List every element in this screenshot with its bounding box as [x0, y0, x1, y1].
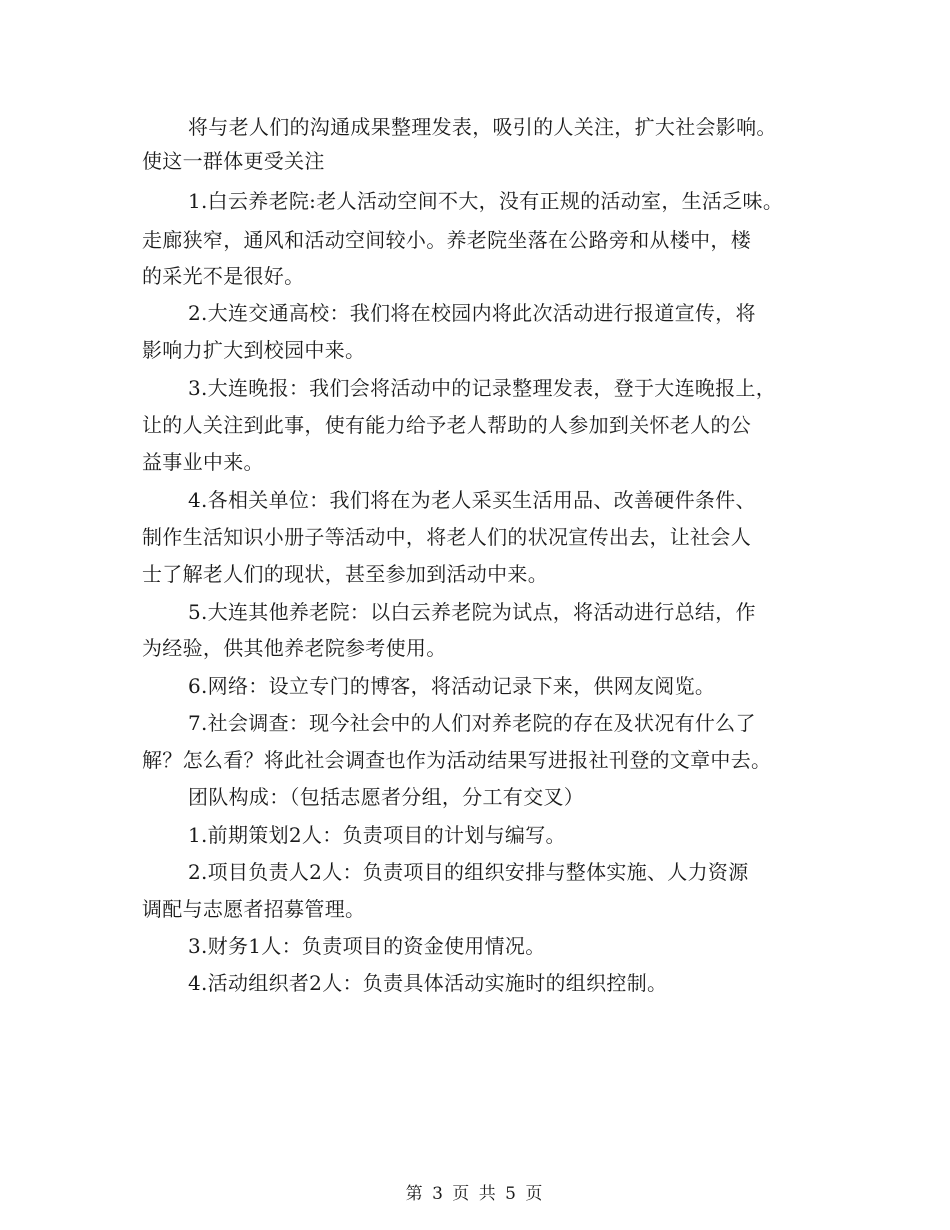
section-heading: 团队构成：（包括志愿者分组，分工有交叉） [188, 785, 584, 809]
paragraph-line: 2.大连交通高校：我们将在校园内将此次活动进行报道宣传，将 [188, 301, 756, 325]
paragraph-line: 走廊狭窄，通风和活动空间较小。养老院坐落在公路旁和从楼中，楼 [142, 228, 751, 252]
paragraph-line: 3.财务1人：负责项目的资金使用情况。 [188, 934, 546, 958]
page-number-footer: 第 3 页 共 5 页 [405, 1184, 545, 1204]
paragraph-line: 士了解老人们的现状，甚至参加到活动中来。 [142, 562, 548, 586]
paragraph-line: 解？怎么看？将此社会调查也作为活动结果写进报社刊登的文章中去。 [142, 748, 772, 772]
paragraph-line: 3.大连晚报：我们会将活动中的记录整理发表，登于大连晚报上， [188, 376, 777, 400]
paragraph-line: 为经验，供其他养老院参考使用。 [142, 636, 447, 660]
paragraph-line: 使这一群体更受关注 [142, 149, 325, 173]
paragraph-line: 让的人关注到此事，使有能力给予老人帮助的人参加到关怀老人的公 [142, 413, 751, 437]
paragraph-line: 益事业中来。 [142, 450, 264, 474]
paragraph-line: 制作生活知识小册子等活动中，将老人们的状况宣传出去，让社会人 [142, 525, 751, 549]
paragraph-line: 5.大连其他养老院：以白云养老院为试点，将活动进行总结，作 [188, 600, 756, 624]
paragraph-line: 影响力扩大到校园中来。 [142, 338, 366, 362]
paragraph-line: 的采光不是很好。 [142, 264, 305, 288]
paragraph-line: 1.白云养老院:老人活动空间不大，没有正规的活动室，生活乏味。 [188, 189, 784, 213]
paragraph-line: 1.前期策划2人：负责项目的计划与编写。 [188, 823, 566, 847]
paragraph-line: 6.网络：设立专门的博客，将活动记录下来，供网友阅览。 [188, 674, 716, 698]
paragraph-line: 4.活动组织者2人：负责具体活动实施时的组织控制。 [188, 971, 668, 995]
paragraph-line: 调配与志愿者招募管理。 [142, 897, 366, 921]
paragraph-line: 7.社会调查：现今社会中的人们对养老院的存在及状况有什么了 [188, 711, 756, 735]
paragraph-line: 将与老人们的沟通成果整理发表，吸引的人关注，扩大社会影响。 [188, 115, 777, 139]
paragraph-line: 4.各相关单位：我们将在为老人采买生活用品、改善硬件条件、 [188, 488, 756, 512]
paragraph-line: 2.项目负责人2人：负责项目的组织安排与整体实施、人力资源 [188, 860, 749, 884]
